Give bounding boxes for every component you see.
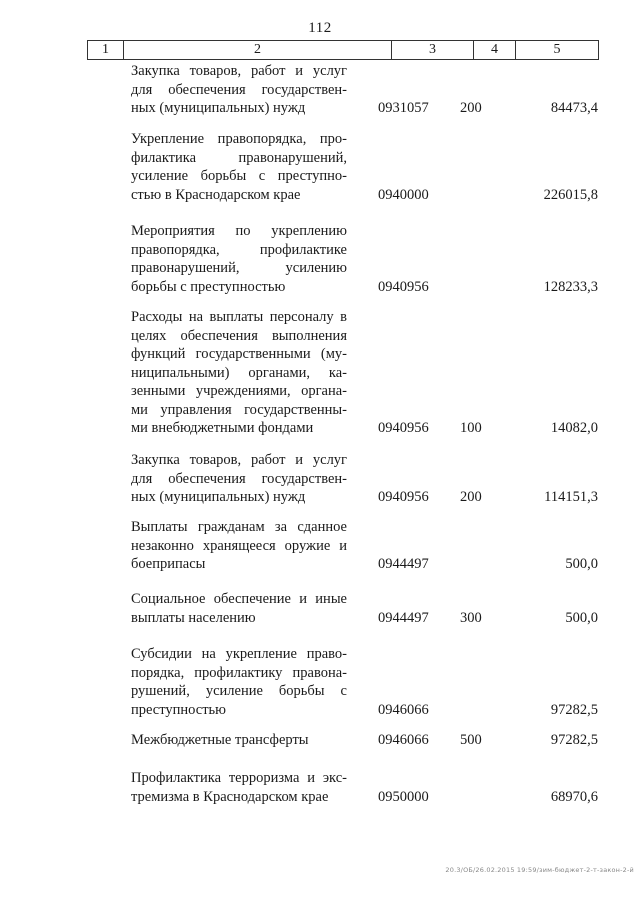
table-header-row [87,40,599,60]
description-line: рушений, усиление борьбы с [131,683,347,699]
row-code: 0950000 [378,788,429,805]
row-description [131,62,347,118]
description-line: Межбюджетные трансферты [131,732,309,748]
row-description [131,130,347,204]
row-expense-type: 200 [460,100,482,116]
description-line: ми внебюджетными фондами [131,420,314,436]
row-amount: 68970,6 [550,788,598,805]
row-code: 0944497 [378,609,429,626]
description-line: ных (муниципальных) нужд [131,100,306,116]
description-line: Расходы на выплаты персоналу в [131,309,347,325]
row-code: 0940956 [378,489,429,505]
row-expense-type: 200 [460,489,482,505]
row-description [131,731,347,750]
description-line: ниципальными) органами, ка- [131,364,347,381]
row-description [131,308,347,438]
description-line: Субсидии на укрепление право- [131,646,347,662]
header-col-2: 2 [124,41,392,59]
description-line: ных (муниципальных) нужд [131,489,306,505]
description-line: правопорядка, профилактике [131,241,347,258]
row-code: 0940000 [378,186,429,203]
row-amount: 500,0 [565,609,598,626]
description-line: правонарушений, усилению [131,260,347,276]
description-line: Укрепление правопорядка, про- [131,131,347,147]
row-amount: 500,0 [565,556,598,572]
header-col-4: 4 [474,41,516,59]
description-line: для обеспечения государствен- [131,470,347,487]
row-expense-type: 500 [460,732,482,748]
row-description [131,451,347,507]
row-amount: 97282,5 [550,732,598,748]
row-description [131,518,347,574]
row-description [131,645,347,719]
row-amount: 114151,3 [544,489,598,505]
header-col-5: 5 [516,41,599,59]
header-col-1: 1 [87,41,124,59]
header-col-3: 3 [392,41,474,59]
row-code: 0944497 [378,556,429,572]
row-amount: 226015,8 [543,186,598,203]
description-line: выплаты населению [131,609,256,626]
row-code: 0940956 [378,278,429,295]
description-line: борьбы с преступностью [131,278,286,295]
row-code: 0946066 [378,701,429,718]
description-line: Социальное обеспечение и иные [131,591,347,607]
footer-stamp: 20.3/ОБ/26.02.2015 19:59/зим-бюджет-2-т-закон-2-й [445,866,634,874]
description-line: Закупка товаров, работ и услуг [131,452,347,468]
description-line: тремизма в Краснодарском крае [131,788,329,805]
description-line: ми управления государственны- [131,401,347,418]
row-code: 0940956 [378,420,429,436]
row-amount: 14082,0 [550,420,598,436]
description-line: для обеспечения государствен- [131,81,347,98]
row-expense-type: 100 [460,420,482,436]
row-description [131,590,347,627]
row-code: 0946066 [378,732,429,748]
description-line: боеприпасы [131,556,206,572]
description-line: усиление борьбы с преступно- [131,168,347,184]
description-line: филактика правонарушений, [131,149,347,166]
description-line: Закупка товаров, работ и услуг [131,63,347,79]
description-line: Профилактика терроризма и экс- [131,770,347,786]
description-line: преступностью [131,701,226,718]
row-expense-type: 300 [460,609,482,626]
description-line: стью в Краснодарском крае [131,186,301,203]
row-description [131,769,347,806]
row-code: 0931057 [378,100,429,116]
description-line: функций государственными (му- [131,346,347,362]
row-description [131,222,347,296]
description-line: Мероприятия по укреплению [131,223,347,239]
description-line: зенными учреждениями, органа- [131,383,347,399]
description-line: Выплаты гражданам за сданное [131,519,347,535]
row-amount: 128233,3 [543,278,598,295]
page-number: 112 [308,20,332,36]
description-line: порядка, профилактику правона- [131,664,347,681]
row-amount: 97282,5 [550,701,598,718]
description-line: незаконно хранящееся оружие и [131,537,347,554]
description-line: целях обеспечения выполнения [131,327,347,344]
row-amount: 84473,4 [550,100,598,116]
